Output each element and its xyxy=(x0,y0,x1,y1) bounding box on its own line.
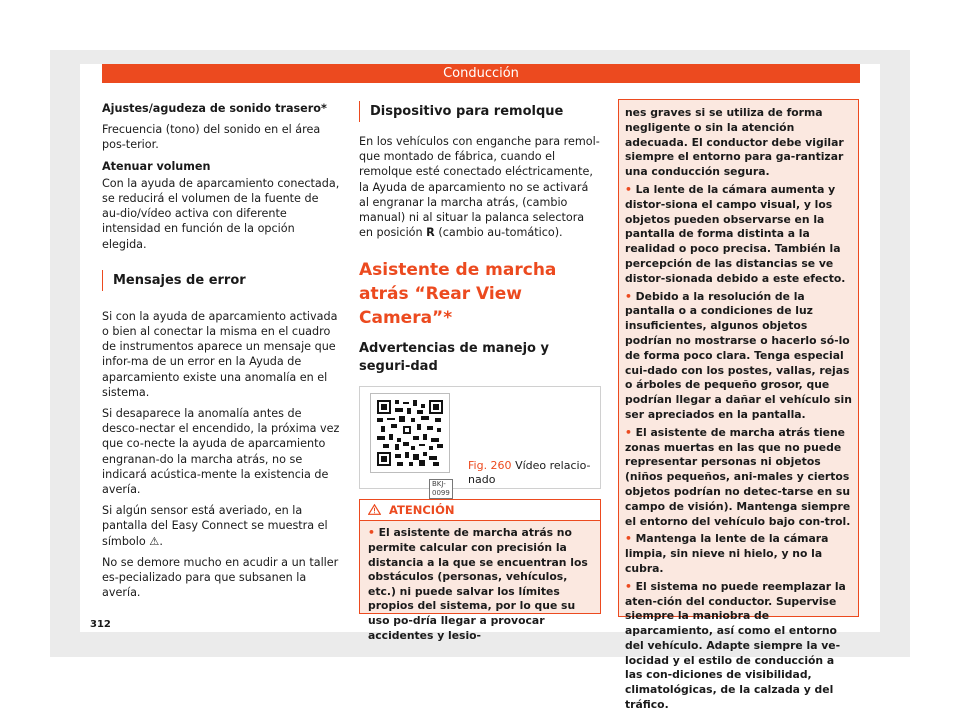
gear-r-label: R xyxy=(426,226,435,240)
chapter-header: Conducción xyxy=(102,64,860,83)
qr-code[interactable] xyxy=(370,393,450,498)
heading-volume: Atenuar volumen xyxy=(102,159,211,173)
warning-text xyxy=(360,521,600,643)
paragraph-volume: Con la ayuda de aparcamiento conectada, se reducirá el volumen de la fuente de au-dio/vídeo activa con diferente intensidad en función de la opción elegida. xyxy=(102,176,340,251)
section-trailer: Dispositivo para remolque xyxy=(359,101,601,122)
paragraph-trailer xyxy=(359,134,601,240)
bullet-text: El sistema no puede reemplazar la aten-ción del conductor. Supervise siempre la maniobra de aparcamiento, así como el entorno del vehículo. Adapte siempre la ve-locidad y el estilo de conducción a las con-diciones de visibilidad, climatológicas, de la calzada y del tráfico. xyxy=(625,579,846,712)
warning-triangle-icon xyxy=(368,503,381,517)
subtitle-warnings: Advertencias de manejo y seguri-dad xyxy=(359,341,549,375)
bullet-marker: • xyxy=(625,579,632,593)
bullet-text: Debido a la resolución de la pantalla o a condiciones de luz insuficientes, algunos objetos podrían no mostrarse o hacerlo só-lo de forma poco clara. Tenga especial cui-dado con los postes, vallas, rejas o árboles de pequeño grosor, que podrían llegar a dañar el vehículo sin ser apreciados en la pantalla. xyxy=(625,289,852,421)
heading-sound: Ajustes/agudeza de sonido trasero* xyxy=(102,102,327,115)
figure-caption xyxy=(468,459,596,487)
page-number: 312 xyxy=(90,619,111,630)
warning-bullet-item xyxy=(625,290,852,423)
left-column xyxy=(102,101,340,606)
paragraph-error-3 xyxy=(102,503,340,549)
paragraph-error-3-end: . xyxy=(159,534,163,548)
bullet-marker: • xyxy=(625,182,632,196)
warning-box xyxy=(359,499,601,642)
paragraph-error-3-text: Si algún sensor está averiado, en la pantalla del Easy Connect se muestra el símbolo xyxy=(102,504,328,548)
paragraph-error-2: Si desaparece la anomalía antes de desco-nectar el encendido, la próxima vez que co-necte la ayuda de aparcamiento engranan-do la marcha atrás, no se indicará acústica-mente la existencia de avería. xyxy=(102,407,340,497)
qr-code-icon xyxy=(377,400,443,466)
figure-260 xyxy=(359,386,601,498)
warning-continued-paragraph: nes graves si se utiliza de forma negligente o sin la atención adecuada. El conductor debe vigilar siempre el entorno para ga-rantizar una conducción segura. xyxy=(625,106,844,179)
title-rear-view-camera: Asistente de marcha atrás “Rear View Camera”* xyxy=(359,260,557,329)
paragraph-error-4: No se demore mucho en acudir a un taller es-pecializado para que subsanen la avería. xyxy=(102,555,339,600)
bullet-marker: • xyxy=(625,532,632,546)
figure-caption-text: Vídeo relacio-nado xyxy=(468,459,591,487)
figure-code: BKJ-0099 xyxy=(429,479,453,499)
warning-bullet-item xyxy=(625,580,852,713)
warning-bullet-item xyxy=(625,426,852,530)
paragraph-trailer-text: En los vehículos con enganche para remol-que montado de fábrica, cuando el remolque esté conectado eléctricamente, la Ayuda de aparcamiento no se activará al engranar la marcha atrás, (cambio manual) ni al situar la palanca selectora en posición xyxy=(359,135,600,240)
bullet-marker: • xyxy=(625,289,632,303)
right-warning-continuation xyxy=(618,99,859,712)
warning-header xyxy=(360,500,600,521)
section-error-messages: Mensajes de error xyxy=(102,270,340,291)
bullet-text: El asistente de marcha atrás tiene zonas muertas en las que no puede representar personas ni objetos (niños pequeños, ani-males y ciertos objetos podrían no detec-tarse en su campo de visión). Mantenga siempre el entorno del vehículo bajo con-trol. xyxy=(625,425,851,528)
warning-bullet: • xyxy=(368,526,375,540)
figure-number: Fig. 260 xyxy=(468,459,512,473)
warning-bullet-item xyxy=(625,532,852,576)
middle-column xyxy=(359,101,601,642)
warning-symbol-icon: ⚠ xyxy=(149,534,160,548)
warning-body-text: El asistente de marcha atrás no permite calcular con precisión la distancia a la que se encuentran los obstáculos (personas, vehículos, etc.) ni puede salvar los límites propios del sistema, por lo que su uso po-dría llegar a provocar accidentes y lesio- xyxy=(368,526,588,642)
bullet-marker: • xyxy=(625,425,632,439)
paragraph-frequency: Frecuencia (tono) del sonido en el área pos-terior. xyxy=(102,123,321,152)
warning-title: ATENCIÓN xyxy=(389,503,455,518)
paragraph-trailer-end: (cambio au-tomático). xyxy=(438,226,563,240)
warning-bullet-item xyxy=(625,183,852,287)
paragraph-error-1: Si con la ayuda de aparcamiento activada o bien al conectar la misma en el cuadro de instrumentos aparece un mensaje que infor-ma de un error en la Ayuda de aparcamiento existe una anomalía en el sistema. xyxy=(102,309,338,399)
bullet-text: Mantenga la lente de la cámara limpia, sin nieve ni hielo, y no la cubra. xyxy=(625,532,829,575)
bullet-text: La lente de la cámara aumenta y distor-siona el campo visual, y los objetos pueden observarse en la pantalla de forma distinta a la realidad o poco precisa. También la percepción de las distancias se ve distor-sionada debido a este efecto. xyxy=(625,182,846,285)
